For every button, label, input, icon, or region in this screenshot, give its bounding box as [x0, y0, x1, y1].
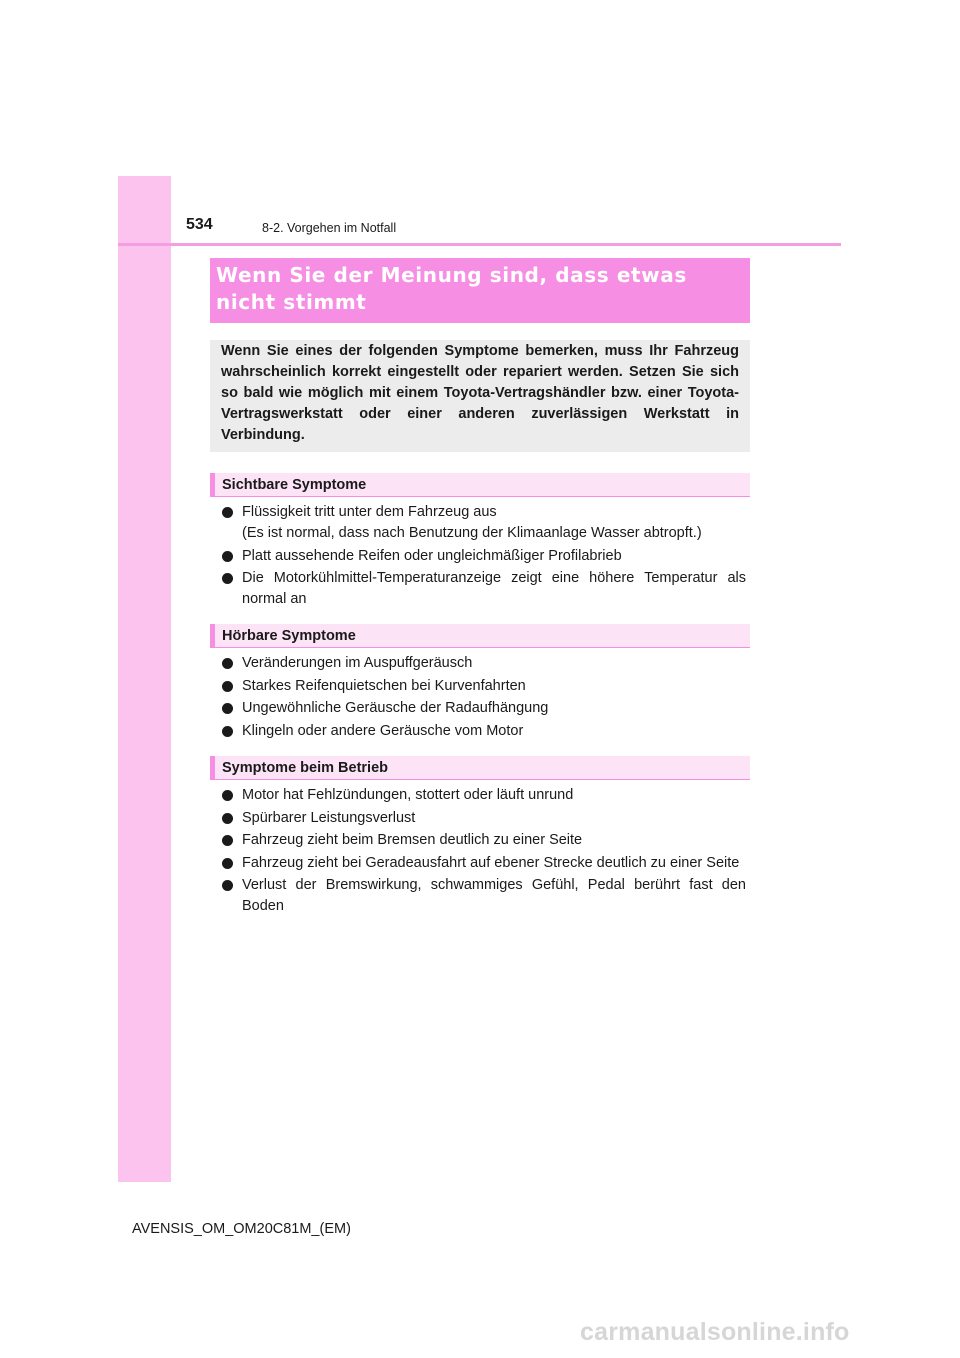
bullet-dot-icon: [222, 726, 233, 737]
list-item: Die Motorkühlmittel-Temperaturanzeige zeigt eine höhere Temperatur als normal an: [222, 568, 746, 610]
section-heading-visible-symptoms: [210, 473, 750, 497]
watermark-text: carmanualsonline.info: [580, 1318, 850, 1346]
page-title: Wenn Sie der Meinung sind, dass etwas nicht stimmt: [216, 263, 687, 314]
list-item: Klingeln oder andere Geräusche vom Motor: [222, 721, 746, 742]
bullet-dot-icon: [222, 790, 233, 801]
list-item: Fahrzeug zieht bei Geradeausfahrt auf ebener Strecke deutlich zu einer Seite: [222, 853, 746, 874]
section-heading-label: Hörbare Symptome: [222, 628, 356, 644]
list-item: Veränderungen im Auspuffgeräusch: [222, 653, 746, 674]
list-item: Platt aussehende Reifen oder ungleichmäßiger Profilabrieb: [222, 546, 746, 567]
bullet-dot-icon: [222, 835, 233, 846]
intro-text: Wenn Sie eines der folgenden Symptome bemerken, muss Ihr Fahrzeug wahrscheinlich korrekt eingestellt oder repariert werden. Setzen Sie sich so bald wie möglich mit einem Toyota-Vertragshändler bzw. einer Toyota-Vertragswerkstatt oder einer anderen zuverlässigen Werkstatt in Verbindung.: [221, 343, 739, 443]
list-item: Ungewöhnliche Geräusche der Radaufhängung: [222, 698, 746, 719]
bullet-dot-icon: [222, 658, 233, 669]
manual-code: AVENSIS_OM_OM20C81M_(EM): [132, 1221, 351, 1237]
bullet-dot-icon: [222, 703, 233, 714]
list-item: Motor hat Fehlzündungen, stottert oder läuft unrund: [222, 785, 746, 806]
bullet-dot-icon: [222, 880, 233, 891]
driving-symptoms-list: [222, 785, 746, 919]
header-rule: [118, 243, 841, 246]
list-item: Flüssigkeit tritt unter dem Fahrzeug aus (Es ist normal, dass nach Benutzung der Klimaanlage Wasser abtropft.): [222, 502, 746, 544]
side-color-strip: [118, 176, 171, 1182]
bullet-dot-icon: [222, 858, 233, 869]
list-item: Verlust der Bremswirkung, schwammiges Gefühl, Pedal berührt fast den Boden: [222, 875, 746, 917]
section-heading-label: Symptome beim Betrieb: [222, 760, 388, 776]
list-item: Starkes Reifenquietschen bei Kurvenfahrten: [222, 676, 746, 697]
section-reference: 8-2. Vorgehen im Notfall: [262, 221, 397, 235]
page-number: 534: [186, 216, 213, 233]
section-heading-audible-symptoms: [210, 624, 750, 648]
bullet-dot-icon: [222, 507, 233, 518]
audible-symptoms-list: [222, 653, 746, 743]
list-item: Spürbarer Leistungsverlust: [222, 808, 746, 829]
bullet-dot-icon: [222, 681, 233, 692]
visible-symptoms-list: [222, 502, 746, 612]
bullet-dot-icon: [222, 551, 233, 562]
bullet-dot-icon: [222, 573, 233, 584]
section-heading-label: Sichtbare Symptome: [222, 477, 367, 493]
section-heading-driving-symptoms: [210, 756, 750, 780]
bullet-dot-icon: [222, 813, 233, 824]
intro-box: [210, 340, 750, 452]
title-banner: [210, 258, 750, 323]
list-item: Fahrzeug zieht beim Bremsen deutlich zu einer Seite: [222, 830, 746, 851]
